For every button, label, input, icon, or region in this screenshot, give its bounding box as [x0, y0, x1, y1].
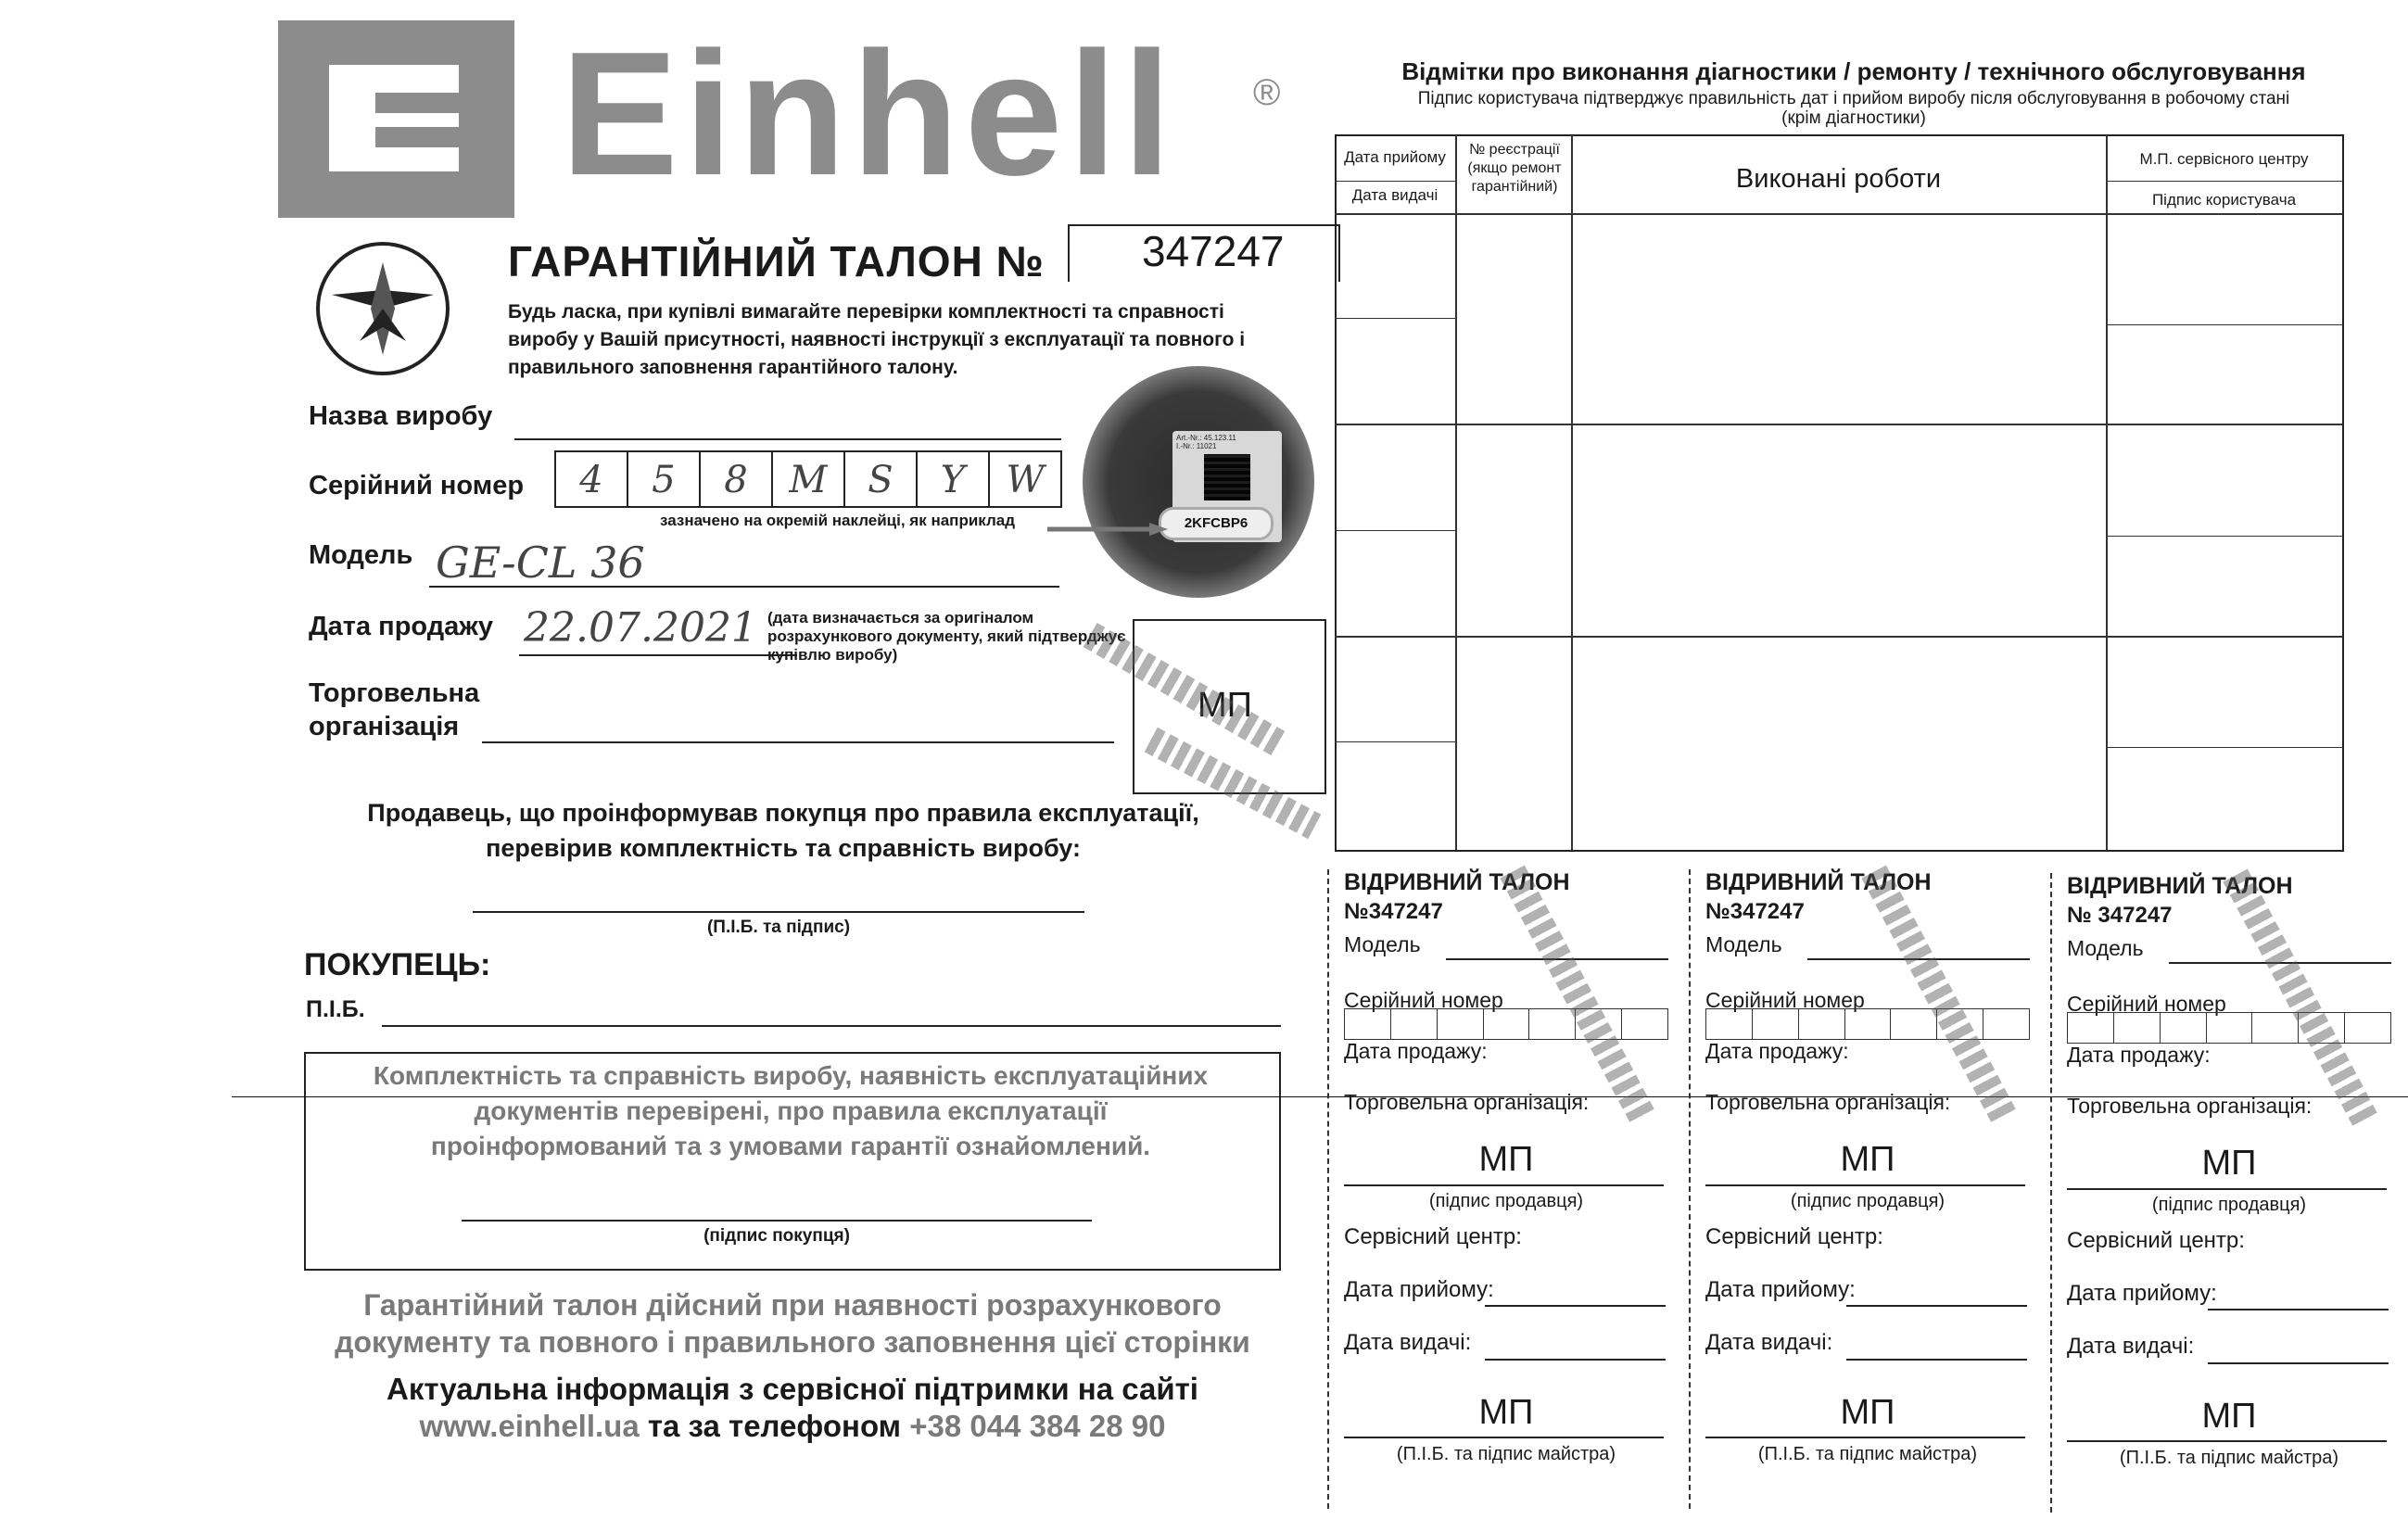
coupon-seller-sign-field[interactable] — [1344, 1184, 1664, 1186]
coupon-model-label: Модель — [1344, 932, 1421, 956]
tear-off-coupon — [1689, 869, 2041, 1518]
coupon-stamp-label-2: МП — [1840, 1393, 1895, 1432]
buyer-name-field[interactable] — [382, 1025, 1281, 1027]
coupon-master-sign-caption: (П.І.Б. та підпис майстра) — [1757, 1444, 1978, 1464]
stamp-mark — [1861, 866, 2016, 1124]
validity-text-2: документу та повного і правильного заповнення цієї сторінки — [335, 1325, 1250, 1359]
trade-org-field[interactable] — [482, 741, 1114, 743]
stamp-mark — [2223, 869, 2377, 1128]
coupon-serial-label: Серійний номер — [1705, 988, 1865, 1012]
trade-org-label-1: Торговельна — [309, 678, 480, 708]
coupon-org-label: Торговельна організація: — [2067, 1094, 2313, 1118]
phone-label: та за телефоном — [647, 1409, 902, 1443]
registered-mark: ® — [1253, 72, 1281, 113]
buyer-confirm-1: Комплектність та справність виробу, наявність експлуатаційних — [373, 1061, 1209, 1090]
coupon-date-in-field[interactable] — [1846, 1305, 2027, 1307]
coupon-stamp-label-1: МП — [2201, 1144, 2257, 1183]
einhell-logo — [278, 20, 514, 218]
sticker-code: 2KFCBP6 — [1159, 507, 1274, 540]
coupon-org-label: Торговельна організація: — [1705, 1090, 1951, 1114]
serial-char: 8 — [699, 450, 771, 508]
qr-code-icon — [1204, 454, 1250, 500]
coupon-number: №347247 — [1344, 899, 1443, 924]
product-name-label: Назва виробу — [309, 401, 493, 431]
stamp-label: МП — [1198, 686, 1252, 725]
support-contacts — [297, 1409, 1288, 1444]
serial-note: зазначено на окремій наклейці, як наприклад — [660, 512, 1016, 529]
serial-char: W — [988, 450, 1062, 508]
coupon-model-label: Модель — [1705, 932, 1782, 956]
coupon-model-label: Модель — [2067, 936, 2144, 960]
coupon-date-out-field[interactable] — [2208, 1362, 2389, 1364]
coupon-sale-date-label: Дата продажу: — [1705, 1039, 1849, 1063]
talon-number: 347247 — [1142, 227, 1285, 275]
coupon-stamp-label-2: МП — [1478, 1393, 1534, 1432]
service-table-title: Відмітки про виконання діагностики / ремонту / технічного обслуговування — [1401, 57, 2306, 85]
model-label: Модель — [309, 540, 413, 570]
serial-char: M — [771, 450, 843, 508]
coupon-date-out-label: Дата видачі: — [1344, 1330, 1472, 1355]
coupon-date-in-label: Дата прийому: — [2067, 1281, 2217, 1306]
coupon-date-out-field[interactable] — [1846, 1359, 2027, 1361]
coupon-serial-label: Серійний номер — [2067, 992, 2226, 1016]
serial-char: 5 — [627, 450, 699, 508]
coupon-stamp-label-1: МП — [1840, 1140, 1895, 1179]
coupon-sale-date-label: Дата продажу: — [2067, 1043, 2211, 1067]
intro-text: Будь ласка, при купівлі вимагайте перевірки комплектності та справності виробу у Вашій присутності, наявності інструкції з експлуатації та повного і правильного заповнення гарантійного талону. — [508, 301, 1246, 378]
coupon-title: ВІДРИВНИЙ ТАЛОН — [1705, 869, 1932, 895]
seller-sign-field[interactable] — [473, 911, 1084, 913]
serial-number-boxes[interactable] — [554, 450, 1062, 508]
coupon-number: № 347247 — [2067, 903, 2173, 928]
coupon-sale-date-label: Дата продажу: — [1344, 1039, 1488, 1063]
coupon-service-label: Сервісний центр: — [2067, 1228, 2245, 1253]
trade-org-label-2: організація — [309, 712, 460, 741]
coupon-stamp-label-1: МП — [1478, 1140, 1534, 1179]
coupon-service-label: Сервісний центр: — [1705, 1224, 1883, 1249]
coupon-title: ВІДРИВНИЙ ТАЛОН — [2067, 873, 2293, 899]
coupon-title: ВІДРИВНИЙ ТАЛОН — [1344, 869, 1570, 895]
coupon-service-label: Сервісний центр: — [1344, 1224, 1522, 1249]
buyer-confirm-3: проінформований та з умовами гарантії ознайомлений. — [430, 1132, 1151, 1160]
coupon-master-sign-caption: (П.І.Б. та підпис майстра) — [2119, 1448, 2339, 1468]
serial-char: 4 — [554, 450, 627, 508]
tear-off-coupon — [1327, 869, 1679, 1518]
certification-mark-icon — [313, 239, 452, 378]
logo-mark-icon — [329, 65, 459, 171]
col-service-stamp: М.П. сервісного центру — [2139, 150, 2309, 168]
coupon-serial-boxes[interactable] — [1344, 1008, 1668, 1040]
coupon-seller-sign-caption: (підпис продавця) — [2151, 1195, 2307, 1215]
coupon-date-in-field[interactable] — [2208, 1309, 2389, 1310]
sticker-line: Art.-Nr.: 45.123.11 — [1176, 434, 1236, 442]
coupon-date-in-field[interactable] — [1485, 1305, 1666, 1307]
page-title: ГАРАНТІЙНИЙ ТАЛОН № — [508, 237, 1045, 285]
stamp-mark — [1500, 866, 1654, 1124]
website-link[interactable]: www.einhell.ua — [419, 1409, 640, 1443]
service-table — [1335, 134, 2344, 852]
coupon-master-sign-field[interactable] — [1705, 1437, 2025, 1438]
arrow-icon — [1047, 523, 1168, 536]
col-date-in: Дата прийому — [1344, 148, 1446, 166]
coupon-seller-sign-caption: (підпис продавця) — [1428, 1191, 1584, 1211]
coupon-master-sign-caption: (П.І.Б. та підпис майстра) — [1396, 1444, 1616, 1464]
coupon-stamp-label-2: МП — [2201, 1397, 2257, 1436]
coupon-date-in-label: Дата прийому: — [1705, 1277, 1856, 1302]
buyer-sign-field[interactable] — [462, 1220, 1092, 1222]
coupon-master-sign-field[interactable] — [2067, 1440, 2387, 1442]
support-info-text: Актуальна інформація з сервісної підтримки на сайті — [387, 1372, 1198, 1406]
sticker-example-image — [1083, 366, 1314, 598]
product-name-field[interactable] — [514, 438, 1061, 440]
sticker-line: I.-Nr.: 11021 — [1176, 442, 1217, 450]
buyer-name-label: П.І.Б. — [306, 996, 365, 1022]
buyer-confirm-2: документів перевірені, про правила експлуатації — [474, 1096, 1108, 1125]
coupon-org-label: Торговельна організація: — [1344, 1090, 1590, 1114]
col-date-out: Дата видачі — [1351, 186, 1438, 204]
col-user-sign: Підпис користувача — [2151, 191, 2297, 209]
coupon-date-out-label: Дата видачі: — [2067, 1334, 2195, 1359]
brand-name: Einhell — [561, 16, 1177, 212]
validity-text-1: Гарантійний талон дійсний при наявності розрахункового — [363, 1288, 1222, 1322]
coupon-seller-sign-caption: (підпис продавця) — [1790, 1191, 1945, 1211]
coupon-serial-label: Серійний номер — [1344, 988, 1503, 1012]
service-table-subtitle-2: (крім діагностики) — [1781, 108, 1926, 128]
serial-char: Y — [916, 450, 988, 508]
coupon-date-out-field[interactable] — [1485, 1359, 1666, 1361]
coupon-date-in-label: Дата прийому: — [1344, 1277, 1494, 1302]
tear-off-coupon — [2050, 873, 2402, 1522]
coupon-serial-boxes[interactable] — [1705, 1008, 2030, 1040]
seller-text-1: Продавець, що проінформував покупця про правила експлуатації, — [367, 799, 1199, 827]
serial-number-label: Серійний номер — [309, 471, 525, 500]
service-table-subtitle-1: Підпис користувача підтверджує правильність дат і прийом виробу після обслуговування в робочому стані — [1417, 89, 2290, 108]
col-work-done: Виконані роботи — [1735, 164, 1942, 194]
sale-date-note: (дата визначається за оригіналом розрахункового документу, який підтверджує купівлю виробу) — [767, 609, 1126, 664]
sale-date-field[interactable] — [519, 654, 797, 656]
col-registration: № реєстрації (якщо ремонт гарантійний) — [1467, 142, 1562, 195]
phone-number: +38 044 384 28 90 — [909, 1409, 1166, 1443]
coupon-date-out-label: Дата видачі: — [1705, 1330, 1833, 1355]
coupon-serial-boxes[interactable] — [2067, 1012, 2391, 1044]
buyer-heading: ПОКУПЕЦЬ: — [304, 947, 491, 982]
seller-text-2: перевірив комплектність та справність виробу: — [486, 834, 1081, 862]
coupon-seller-sign-field[interactable] — [2067, 1188, 2387, 1190]
coupon-master-sign-field[interactable] — [1344, 1437, 1664, 1438]
sale-date-value: 22.07.2021 — [524, 604, 757, 652]
seller-sign-caption: (П.І.Б. та підпис) — [706, 918, 851, 937]
serial-char: S — [843, 450, 916, 508]
coupon-number: №347247 — [1705, 899, 1805, 924]
model-value: GE-CL 36 — [436, 538, 645, 588]
sale-date-label: Дата продажу — [309, 612, 493, 641]
model-field[interactable] — [429, 586, 1059, 588]
coupon-seller-sign-field[interactable] — [1705, 1184, 2025, 1186]
buyer-sign-caption: (підпис покупця) — [703, 1226, 850, 1246]
